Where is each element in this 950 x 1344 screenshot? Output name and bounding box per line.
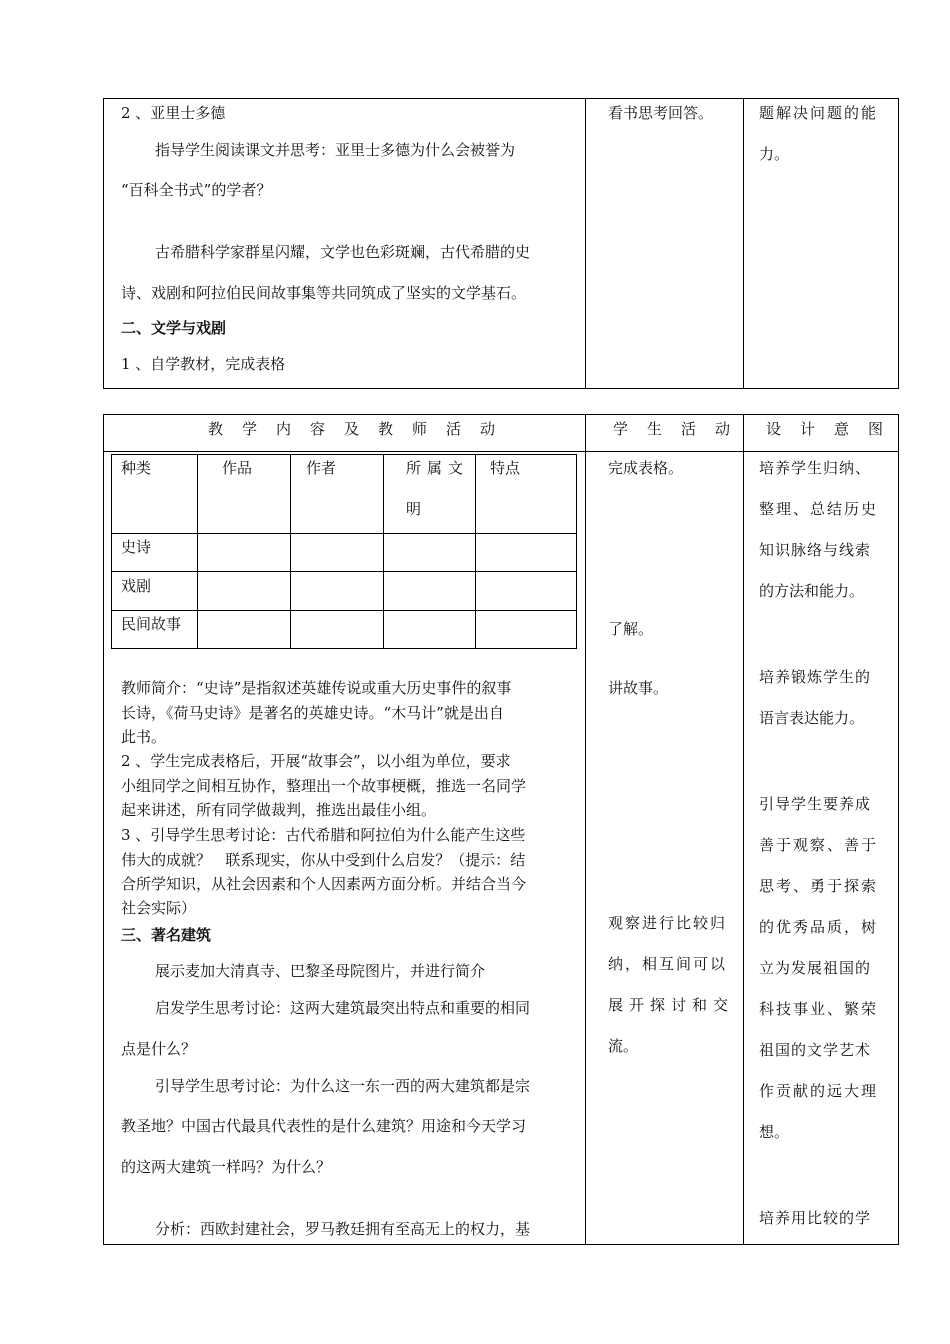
header-student-activity: 学生活动 [613,420,750,438]
discussion-line-4: 社会实际） [121,899,197,917]
table-cell [475,610,577,649]
section-3-title: 三、著名建筑 [121,926,212,944]
architecture-question-2-cont-1: 教圣地？中国古代最具代表性的是什么建筑？用途和今天学习 [121,1117,527,1135]
table-cell [383,610,476,649]
student-activity-text: 看书思考回答。 [608,104,714,122]
design-intent-line-2: 力。 [759,145,790,163]
column-header-author: 作者 [306,459,337,477]
student-observe-line-4: 流。 [608,1037,639,1055]
story-step-line-2: 小组同学之间相互协作，整理出一个故事梗概，推选一名同学 [121,777,527,795]
aristotle-heading: 2 、亚里士多德 [121,104,226,122]
table-cell [290,454,384,534]
header-teacher-activity: 教学内容及教师活动 [208,420,515,438]
section-2-title: 二、文学与戏剧 [121,319,227,337]
column-header-feature: 特点 [490,459,521,477]
table-2-divider-1 [585,414,586,1245]
intro-line-1: 教师简介：“史诗”是指叙述英雄传说或重大历史事件的叙事 [121,679,512,697]
student-complete-table: 完成表格。 [608,459,684,477]
column-header-work: 作品 [222,459,253,477]
table-cell [383,571,476,611]
aristotle-prompt-cont: “百科全书式”的学者？ [121,181,272,199]
row-label-drama: 戏剧 [121,577,152,595]
intent-3-line-6: 科技事业、繁荣 [759,1000,879,1018]
intent-3-line-4: 的优秀品质，树 [759,918,879,936]
literature-intro-cont: 诗、戏剧和阿拉伯民间故事集等共同筑成了坚实的文学基石。 [121,284,527,302]
architecture-question-1: 启发学生思考讨论：这两大建筑最突出特点和重要的相同 [155,999,531,1017]
story-step-line-3: 起来讲述，所有同学做裁判，推选出最佳小组。 [121,801,437,819]
intent-1-line-1: 培养学生归纳、 [759,459,872,477]
student-tell-story: 讲故事。 [608,679,669,697]
table-cell [197,610,291,649]
intent-3-line-2: 善于观察、善于 [759,836,879,854]
row-label-epic: 史诗 [121,538,152,556]
table-2-divider-2 [743,414,744,1245]
column-header-civilization-wrap: 明 [406,500,422,518]
student-observe-line-2: 纳，相互间可以 [608,955,728,973]
table-2-header-rule [103,451,899,452]
self-study-step: 1 、自学教材，完成表格 [121,355,286,373]
discussion-line-1: 3 、引导学生思考讨论：古代希腊和阿拉伯为什么能产生这些 [121,826,526,844]
architecture-intro: 展示麦加大清真寺、巴黎圣母院图片，并进行简介 [155,962,486,980]
intent-2-line-2: 语言表达能力。 [759,709,865,727]
table-cell [290,610,384,649]
student-observe-line-3: 展开探讨和交 [608,996,735,1014]
discussion-line-3: 合所学知识，从社会因素和个人因素两方面分析。并结合当今 [121,875,527,893]
intent-4-line-1: 培养用比较的学 [759,1209,872,1227]
student-understand: 了解。 [608,620,654,638]
intent-3-line-1: 引导学生要养成 [759,795,872,813]
story-step-line-1: 2 、学生完成表格后，开展“故事会”，以小组为单位，要求 [121,752,511,770]
table-cell [197,571,291,611]
intent-3-line-5: 立为发展祖国的 [759,959,872,977]
analysis-line: 分析：西欧封建社会，罗马教廷拥有至高无上的权力，基 [155,1220,531,1238]
intent-1-line-3: 知识脉络与线索 [759,541,872,559]
aristotle-prompt: 指导学生阅读课文并思考：亚里士多德为什么会被誉为 [155,141,516,159]
row-label-folk-tales: 民间故事 [121,615,182,633]
column-header-civilization: 所属文 [406,459,470,477]
intro-line-2: 长诗，《荷马史诗》是著名的英雄史诗。“木马计”就是出自 [121,704,504,722]
table-cell [290,533,384,572]
table-cell [197,533,291,572]
intent-1-line-2: 整理、总结历史 [759,500,879,518]
literature-intro: 古希腊科学家群星闪耀，文学也色彩斑斓，古代希腊的史 [155,243,531,261]
column-header-type: 种类 [121,459,152,477]
intent-3-line-9: 想。 [759,1123,790,1141]
student-observe-line-1: 观察进行比较归 [608,914,728,932]
table-cell [290,571,384,611]
architecture-question-1-cont: 点是什么？ [121,1040,197,1058]
table-cell [383,533,476,572]
table-cell [475,533,577,572]
header-design-intent: 设计意图 [766,420,903,438]
table-1-divider-1 [585,98,586,389]
intent-3-line-8: 作贡献的远大理 [759,1082,879,1100]
design-intent-line-1: 题解决问题的能 [759,104,879,122]
intent-1-line-4: 的方法和能力。 [759,582,865,600]
discussion-line-2: 伟大的成就？ 联系现实，你从中受到什么启发？（提示：结 [121,851,526,869]
architecture-question-2: 引导学生思考讨论：为什么这一东一西的两大建筑都是宗 [155,1077,531,1095]
table-1-divider-2 [743,98,744,389]
architecture-question-2-cont-2: 的这两大建筑一样吗？为什么？ [121,1158,332,1176]
intent-2-line-1: 培养锻炼学生的 [759,668,872,686]
intent-3-line-7: 祖国的文学艺术 [759,1041,872,1059]
intent-3-line-3: 思考、勇于探索 [759,877,879,895]
table-cell [475,571,577,611]
intro-line-3: 此书。 [121,728,167,746]
